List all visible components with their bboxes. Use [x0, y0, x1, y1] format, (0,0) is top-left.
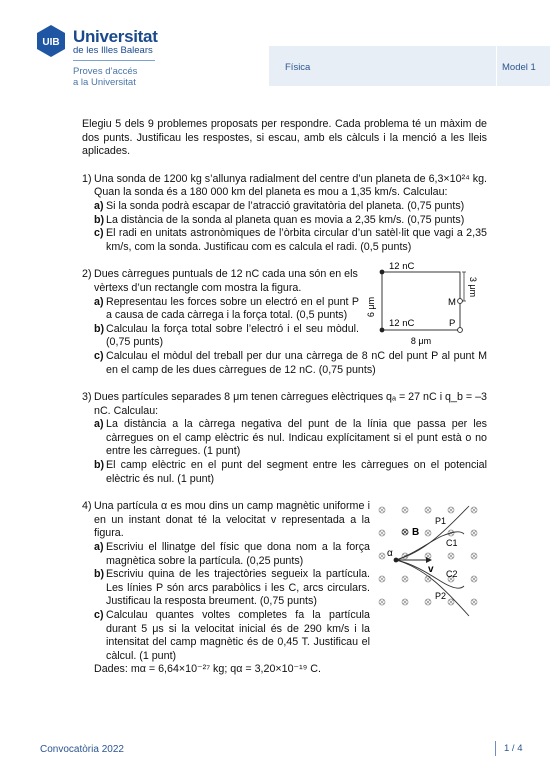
rectangle-figure [362, 260, 487, 360]
part-text: El camp elèctric en el punt del segment entre les càrregues on el potencial elèctric és nul. (1 punt) [106, 459, 487, 485]
subject-title: Física [285, 62, 311, 73]
height-label: 6 μm [366, 297, 376, 318]
charge-bottom [380, 328, 385, 333]
problem-part [94, 568, 370, 609]
part-text: Si la sonda podrà escapar de l’atracció gravitatòria del planeta. (0,75 punts) [106, 199, 465, 212]
page-number: 1 / 4 [504, 743, 523, 754]
part-label: b) [94, 568, 105, 581]
charge-top [380, 270, 385, 275]
exam-type [73, 66, 137, 88]
part-label: c) [94, 349, 104, 362]
charge-top-label: 12 nC [389, 261, 415, 273]
problem-number: 3) [82, 391, 92, 404]
part-label: c) [94, 227, 104, 240]
part-text: Calculau quantes voltes completes fa la partícula durant 5 μs si la velocitat inicial és de 290 km/s i la intensitat del camp magnètic és de 0,45 T. Justificau el càlcul. (1 punt) [106, 609, 370, 662]
problem-1 [82, 173, 487, 255]
point-p-label: P [449, 318, 456, 330]
problem-stem: Una partícula α es mou dins un camp magnètic uniforme i en un instant donat té la velocitat v representada a la figura. [94, 500, 370, 540]
part-label: a) [94, 199, 104, 212]
alpha-label: α [387, 548, 393, 560]
problem-number: 2) [82, 268, 92, 281]
problem-4 [82, 500, 487, 677]
velocity-label: v [428, 564, 434, 576]
c2-label: C2 [446, 569, 458, 580]
part-text: Calculau el mòdul del treball per dur una càrrega de 8 nC del punt P al punt M en el camp de les dues càrregues de 12 nC. (0,75 punts) [106, 349, 487, 376]
university-subtitle: de les Illes Balears [73, 45, 153, 56]
part-label: b) [94, 213, 105, 226]
university-name: Universitat [73, 27, 158, 46]
exam-type-line1: Proves d’accés [73, 66, 138, 77]
instructions: Elegiu 5 dels 9 problemes proposats per respondre. Cada problema té un màxim de dos punts. Justificau les respostes, si escau, amb els càlculs i la menció a les lleis aplicades. [82, 118, 487, 158]
logo-text: UIB [42, 37, 60, 48]
part-label: b) [94, 459, 105, 472]
problem-stem: Una sonda de 1200 kg s’allunya radialment del centre d’un planeta de 6,3×10²⁴ kg. Quan la sonda és a 180 000 km del planeta es mou a 1,35 km/s. Calculau: [94, 172, 487, 199]
alpha-particle [394, 558, 399, 563]
problem-part [94, 418, 487, 459]
part-text: Escriviu quina de les trajectòries segueix la partícula. Les línies P són arcs parabòlics i les C, arcs circulars. Justificau la resposta breument. (0,75 punts) [106, 568, 370, 608]
charge-bottom-label: 12 nC [389, 318, 415, 330]
part-text: Calculau la força total sobre l’electró i el seu mòdul. (0,75 punts) [106, 322, 359, 349]
field-label: B [412, 527, 420, 539]
header-divider [73, 60, 155, 61]
trajectory-p1 [396, 506, 469, 560]
exam-content [82, 118, 487, 677]
magnetic-field-figure [374, 502, 486, 625]
part-label: a) [94, 295, 104, 308]
problem-number: 4) [82, 500, 92, 513]
part-text: Escriviu el llinatge del físic que dona nom a la força magnètica sobre la partícula. (0,25 punts) [106, 541, 370, 567]
part-label: b) [94, 322, 105, 335]
problem-3 [82, 391, 487, 486]
part-text: La distància de la sonda al planeta quan es movia a 2,35 km/s. (0,75 punts) [106, 213, 465, 226]
footer-divider [495, 741, 496, 756]
c1-label: C1 [446, 538, 458, 549]
part-label: a) [94, 418, 104, 431]
part-text: El radi en unitats astronòmiques de l’òrbita circular d’un satèl·lit que vagi a 2,35 km/s, com la sonda. Justificau com es calcula el radi. (0,5 punts) [106, 227, 487, 253]
problem-part [94, 200, 487, 214]
part-text: La distància a la càrrega negativa del punt de la línia que passa per les càrregues on el camp elèctric és nul. Indicau explícitament si el punt està o no entre les càrregues. (1 punt) [106, 418, 487, 458]
problem-part [94, 541, 370, 568]
point-p [458, 328, 463, 333]
problem-stem: Dues partícules separades 8 μm tenen càrregues elèctriques qₐ = 27 nC i q_b = –3 nC. Calculau: [94, 391, 487, 417]
problem-part [94, 227, 487, 254]
problem-part [94, 459, 487, 486]
problem-part [94, 609, 370, 663]
part-text: Representau les forces sobre un electró en el punt P a causa de cada càrrega i la força total. (0,5 punts) [106, 295, 359, 322]
small-height-label: 3 μm [468, 277, 478, 298]
exam-type-line2: a la Universitat [73, 77, 136, 88]
p2-label: P2 [435, 591, 447, 602]
model-label: Model 1 [502, 62, 536, 73]
data-line: Dades: mα = 6,64×10⁻²⁷ kg; qα = 3,20×10⁻¹⁹ C. [94, 663, 321, 676]
problem-part [94, 323, 359, 350]
problem-stem: Dues càrregues puntuals de 12 nC cada una són en els vèrtexs d’un rectangle com mostra la figura. [94, 268, 358, 294]
p1-label: P1 [435, 516, 447, 527]
problem-number: 1) [82, 172, 92, 185]
problem-part [94, 214, 487, 228]
point-m [458, 299, 463, 304]
point-m-label: M [448, 297, 456, 309]
problem-2 [82, 261, 487, 377]
part-label: c) [94, 609, 104, 621]
uib-logo [36, 24, 66, 58]
width-label: 8 μm [410, 336, 432, 347]
part-label: a) [94, 541, 104, 554]
session-label: Convocatòria 2022 [40, 744, 124, 755]
problem-part [94, 296, 359, 323]
